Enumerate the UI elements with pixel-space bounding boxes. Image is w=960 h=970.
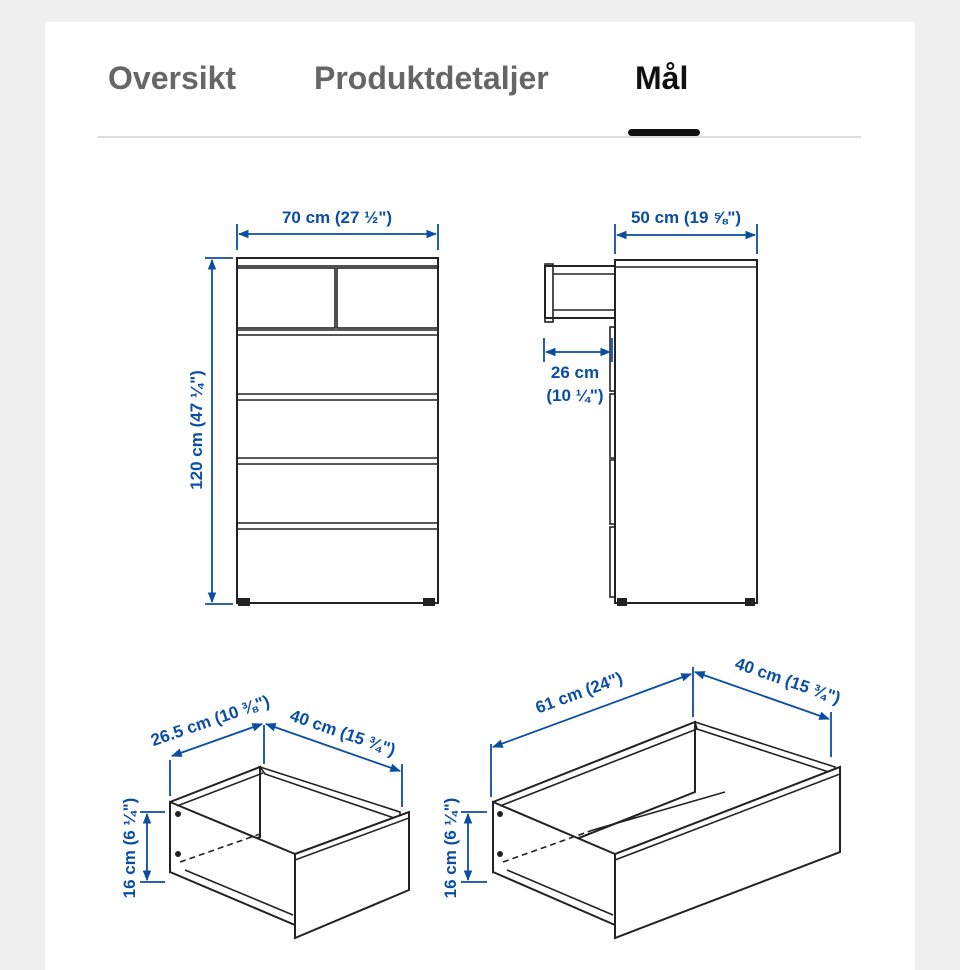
pullout-label: 26 cm <box>550 363 600 382</box>
front-width-label: 70 cm (27 ½") <box>281 208 393 227</box>
small-drawer-height-dimension <box>120 798 165 899</box>
small-drawer-height-label: 16 cm (6 ¼") <box>120 797 139 899</box>
side-depth-label: 50 cm (19 ⅝") <box>630 208 742 227</box>
large-drawer-depth-dimension <box>695 654 843 757</box>
front-width-dimension <box>237 208 438 250</box>
large-drawer-height-label: 16 cm (6 ¼") <box>441 797 460 899</box>
front-height-dimension <box>187 258 233 604</box>
front-height-label: 120 cm (47 ¼") <box>187 370 206 490</box>
tab-overview[interactable]: Oversikt <box>108 60 237 96</box>
side-depth-dimension <box>615 208 757 254</box>
small-drawer-depth-dimension <box>266 706 402 807</box>
large-drawer-illustration <box>493 722 840 938</box>
large-drawer-depth-label: 40 cm (15 ¾") <box>732 653 843 708</box>
small-drawer-width-label: 26.5 cm (10 ⅜") <box>148 691 273 751</box>
small-drawer-illustration <box>170 767 409 938</box>
pullout-inch-label: (10 ¼") <box>546 386 604 405</box>
large-drawer-height-dimension <box>441 798 487 899</box>
tab-product-details[interactable]: Produktdetaljer <box>314 60 549 96</box>
small-drawer-depth-label: 40 cm (15 ¾") <box>287 705 398 760</box>
dresser-front-view <box>237 258 438 606</box>
dresser-side-view <box>545 260 757 606</box>
large-drawer-width-label: 61 cm (24") <box>533 668 626 718</box>
dimension-illustrations <box>45 22 915 970</box>
tab-dimensions[interactable]: Mål <box>635 60 689 96</box>
pullout-dimension <box>544 338 612 405</box>
dimensions-panel <box>45 22 915 970</box>
